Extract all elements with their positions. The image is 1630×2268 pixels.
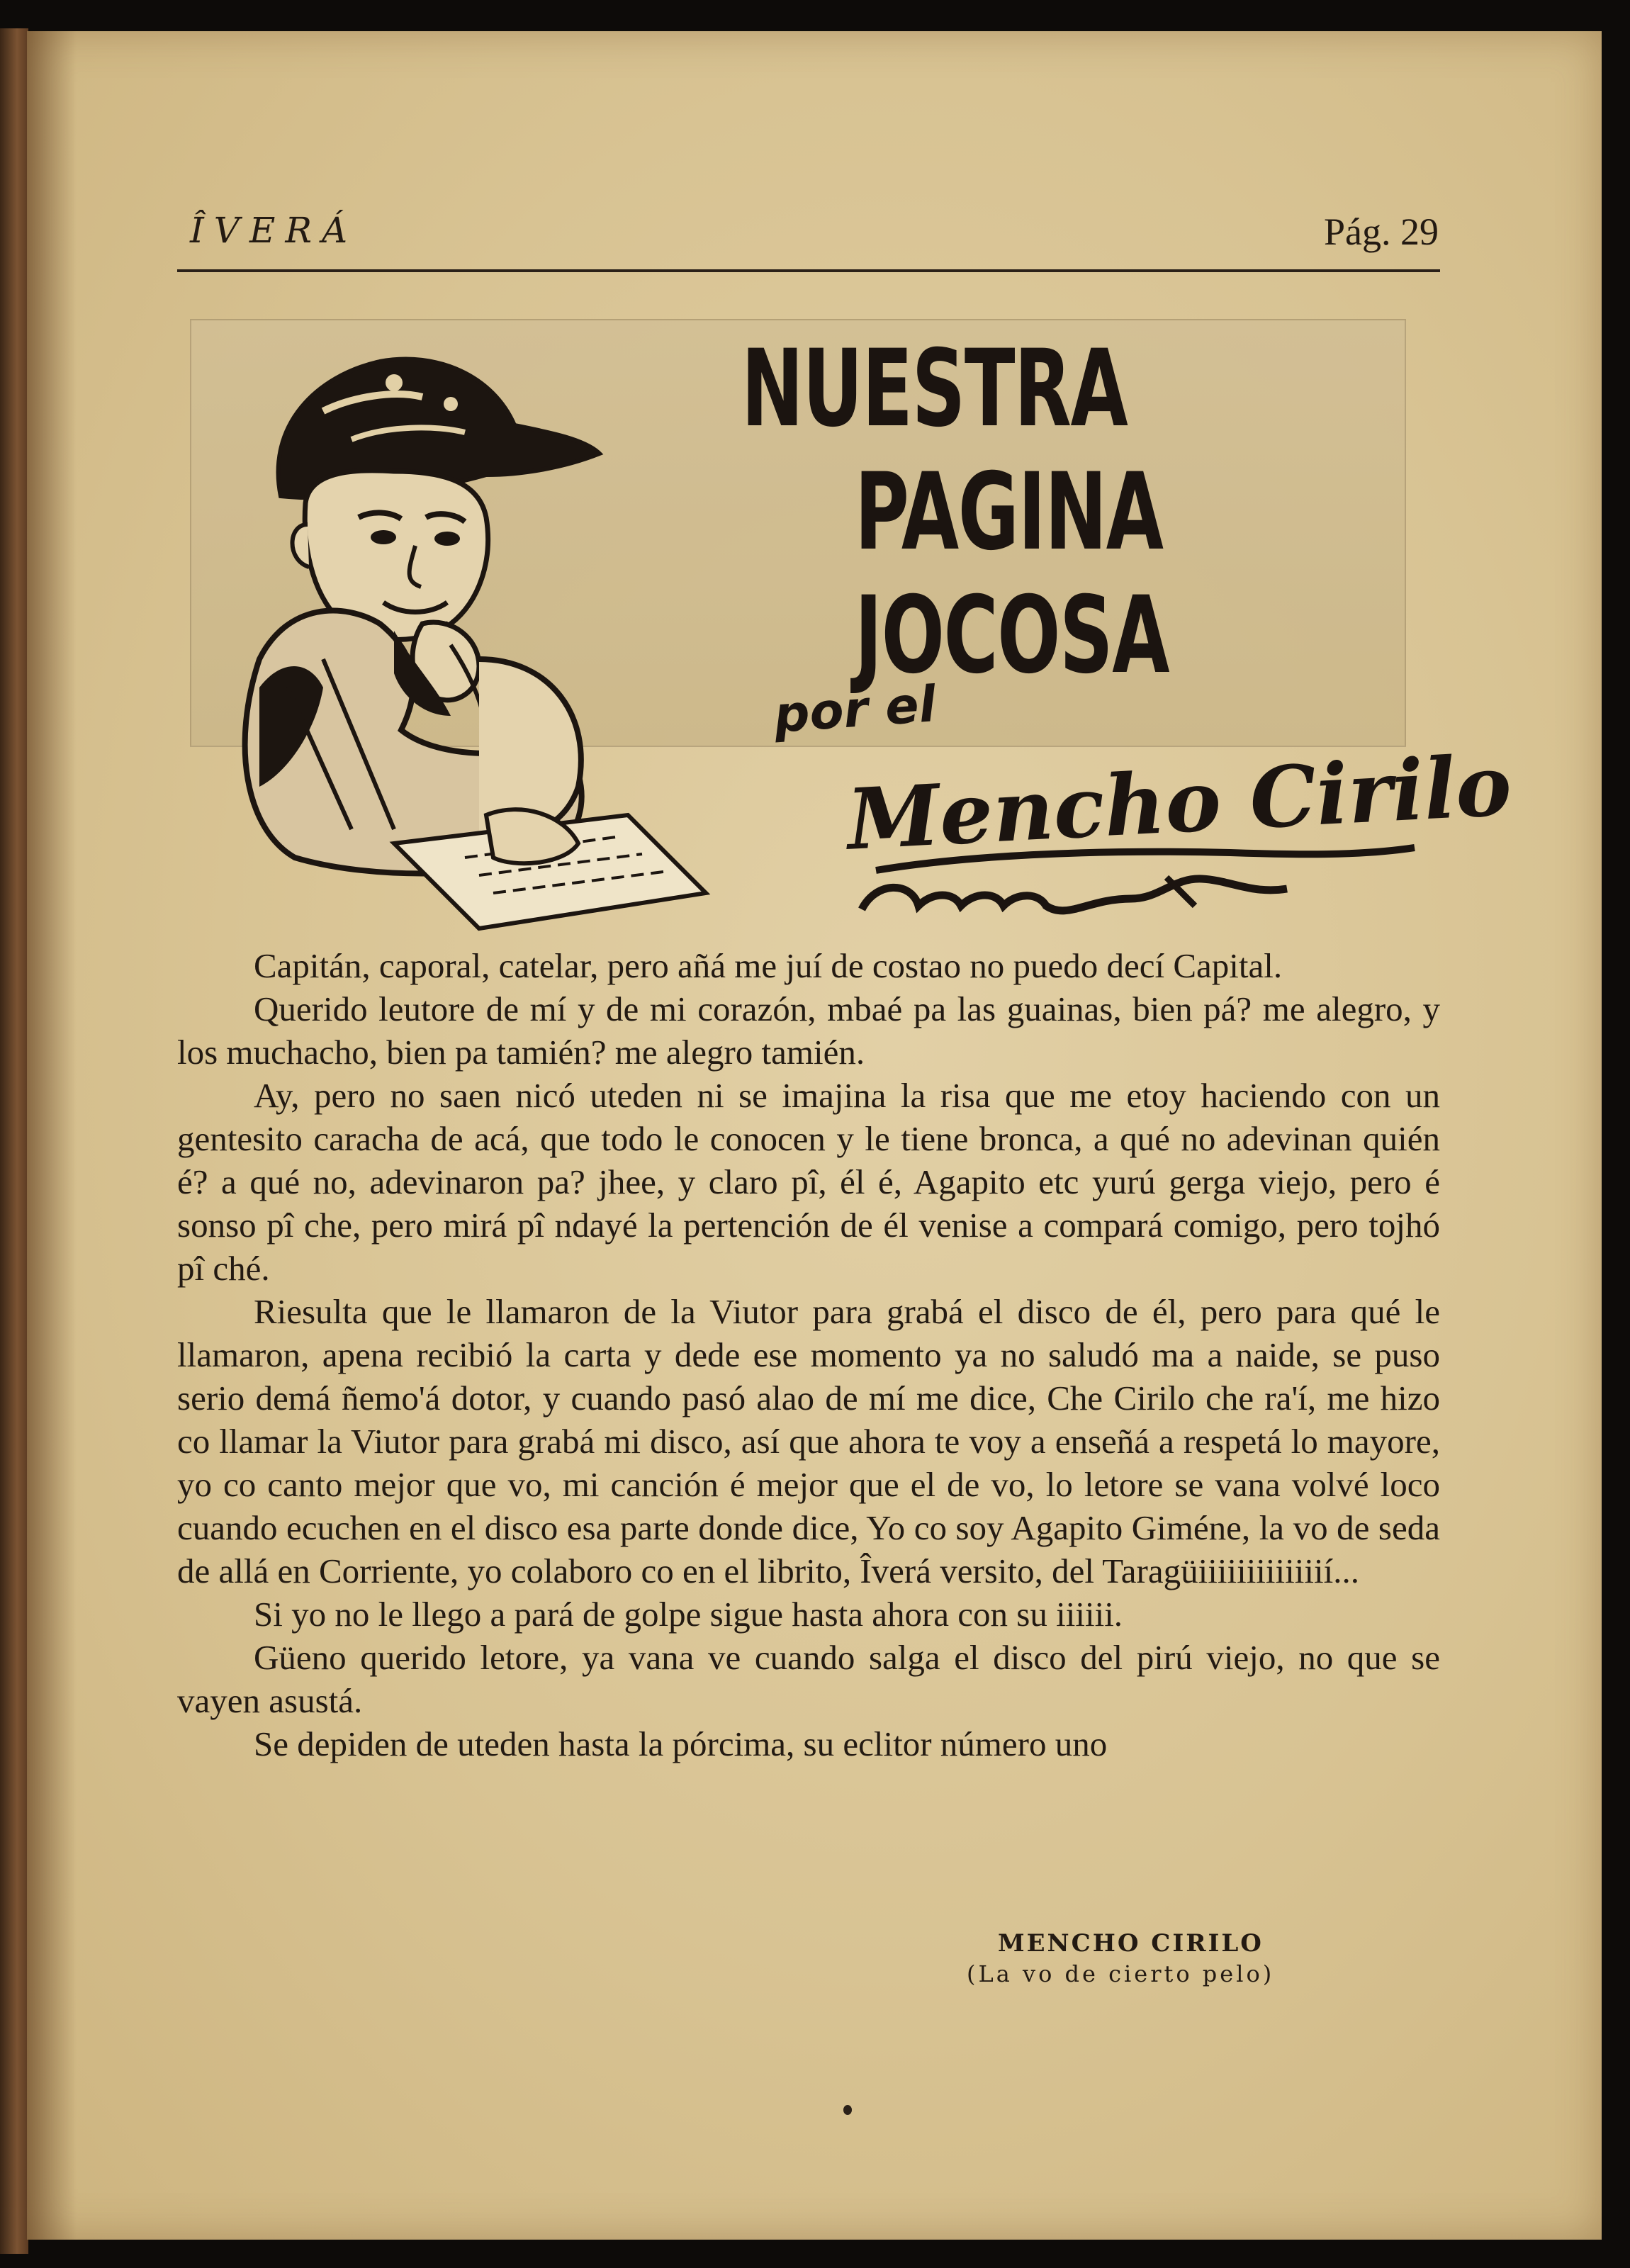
title-banner [181, 291, 1514, 928]
byline: por el [772, 675, 938, 744]
paragraph: Querido leutore de mí y de mi corazón, mbaé pa las guainas, bien pá? me alegro, y los muchacho, bien pa tamién? me alegro tamién. [177, 989, 1440, 1072]
page-header [190, 210, 1439, 266]
header-rule [177, 269, 1440, 272]
author-script-signature [833, 729, 1514, 941]
signature-name: MENCHO CIRILO [998, 1929, 1264, 1958]
title-line-1: NUESTRA [741, 327, 1128, 451]
journal-name: ÎVERÁ [190, 210, 358, 251]
signature-note: (La vo de cierto pelo) [967, 1960, 1275, 1987]
paragraph: Güeno querido letore, ya vana ve cuando salga el disco del pirú viejo, no que se vayen asustá. [177, 1638, 1440, 1720]
print-dot [843, 2105, 852, 2115]
boy-writing-letter-illustration [181, 291, 819, 928]
title-line-3: JOCOSA [855, 574, 1169, 697]
spine-shadow [27, 31, 77, 2240]
previous-page-edge [0, 28, 28, 2254]
title-line-2: PAGINA [855, 451, 1163, 574]
paragraph: Se depiden de uteden hasta la pórcima, su eclitor número uno [254, 1724, 1108, 1763]
article-body [177, 944, 1440, 1765]
paragraph: Riesulta que le llamaron de la Viutor para grabá el disco de él, pero para qué le llamaron, apena recibió la carta y dede ese momento ya no saludó ma a naide, se puso serio demá ñemo'á dotor, y cuando pasó alao de mí me dice, Che Cirilo che ra'í, me hizo co llamar la Viutor para grabá mi disco, así que ahora te voy a enseñá a respetá lo mayore, yo co canto mejor que vo, mi canción é mejor que el de vo, lo letore se vana volvé loco cuando ecuchen en el disco esa parte donde dice, Yo co soy Agapito Giméne, la vo de seda de allá en Corriente, yo colaboro co en el librito, Îverá versito, del Taragüiiiiiiiiiiiiií... [177, 1292, 1440, 1590]
author-script-text: Mencho Cirilo [844, 735, 1514, 869]
paragraph: Capitán, caporal, catelar, pero añá me juí de costao no puedo decí Capital. [254, 946, 1283, 985]
page-number: Pág. 29 [1324, 210, 1439, 253]
paragraph: Si yo no le llego a pará de golpe sigue hasta ahora con su iiiiii. [254, 1595, 1123, 1634]
paragraph: Ay, pero no saen nicó uteden ni se imajina la risa que me etoy haciendo con un gentesito caracha de acá, que todo le conocen y le tiene bronca, a qué no adevinan quién é? a qué no, adevinaron pa? jhee, y claro pî, él é, Agapito etc yurú gerga viejo, pero é sonso pî che, pero mirá pî ndayé la pertención de él venise a compará comigo, pero tojhó pî ché. [177, 1076, 1440, 1288]
